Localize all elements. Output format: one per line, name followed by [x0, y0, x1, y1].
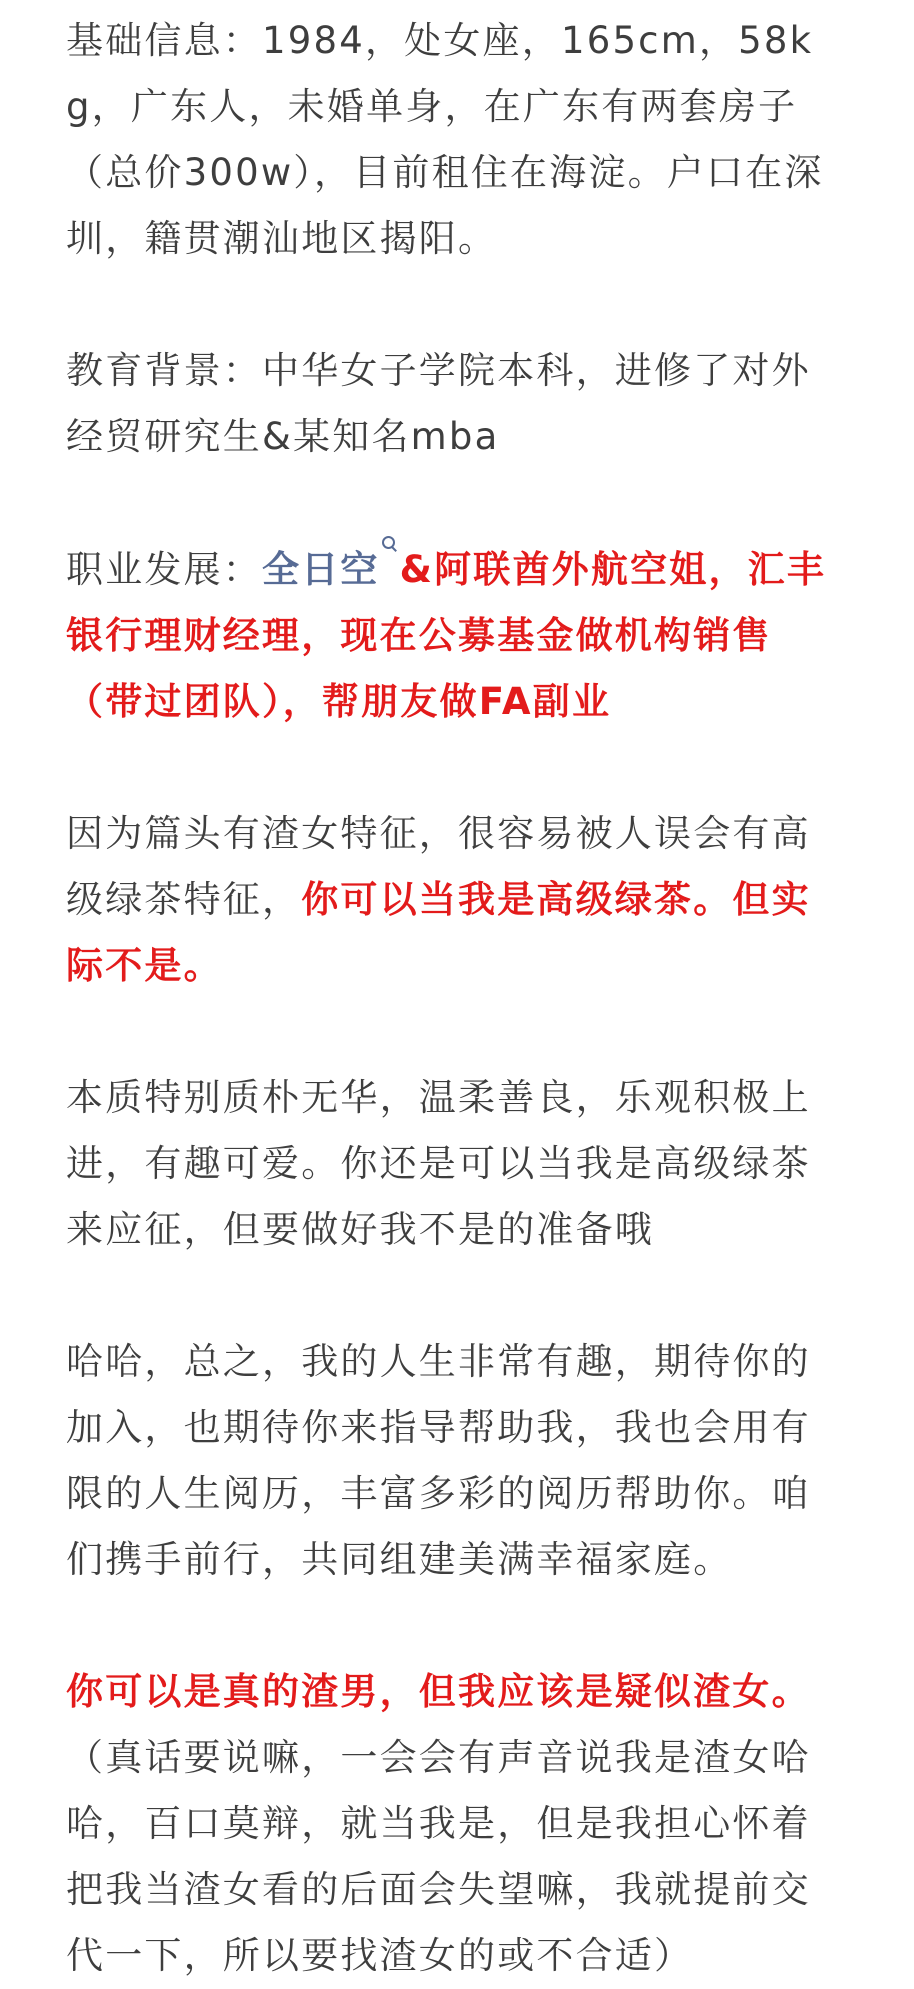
paragraph-traits [66, 801, 848, 999]
career-prefix: 职业发展： [66, 548, 262, 591]
basic-info-text: 基础信息：1984，处女座，165cm，58kg，广东人，未婚单身，在广东有两套房子（总价300w），目前租住在海淀。户口在深圳，籍贯潮汕地区揭阳。 [66, 19, 824, 260]
traits-text: 因为篇头有渣女特征，很容易被人误会有高级绿茶特征， [66, 812, 811, 921]
search-icon[interactable] [382, 536, 398, 552]
paragraph-gap [0, 470, 914, 536]
career-highlight: &阿联酋外航空姐，汇丰银行理财经理，现在公募基金做机构销售（带过团队），帮朋友做FA副业 [66, 548, 827, 723]
paragraph-gap [0, 1263, 914, 1329]
education-text: 教育背景：中华女子学院本科，进修了对外经贸研究生&某知名mba [66, 349, 811, 458]
paragraph-nature [66, 1065, 848, 1263]
paragraph-final [66, 1659, 848, 1989]
paragraph-basic-info [66, 8, 848, 272]
nature-text: 本质特别质朴无华，温柔善良，乐观积极上进，有趣可爱。你还是可以当我是高级绿茶来应征，但要做好我不是的准备哦 [66, 1076, 811, 1251]
final-highlight: 你可以是真的渣男，但我应该是疑似渣女。 [66, 1670, 811, 1713]
paragraph-gap [0, 272, 914, 338]
career-search-link[interactable]: 全日空 [262, 548, 380, 591]
traits-highlight: 你可以当我是高级绿茶。但实际不是。 [66, 878, 811, 987]
closing-text: 哈哈，总之，我的人生非常有趣，期待你的加入，也期待你来指导帮助我，我也会用有限的人生阅历，丰富多彩的阅历帮助你。咱们携手前行，共同组建美满幸福家庭。 [66, 1340, 811, 1581]
paragraph-gap [0, 735, 914, 801]
paragraph-career [66, 536, 848, 735]
paragraph-gap [0, 999, 914, 1065]
final-text: （真话要说嘛，一会会有声音说我是渣女哈哈，百口莫辩，就当我是，但是我担心怀着把我当渣女看的后面会失望嘛，我就提前交代一下，所以要找渣女的或不合适） [66, 1736, 811, 1977]
paragraph-education [66, 338, 848, 470]
paragraph-gap [0, 1593, 914, 1659]
paragraph-closing [66, 1329, 848, 1593]
